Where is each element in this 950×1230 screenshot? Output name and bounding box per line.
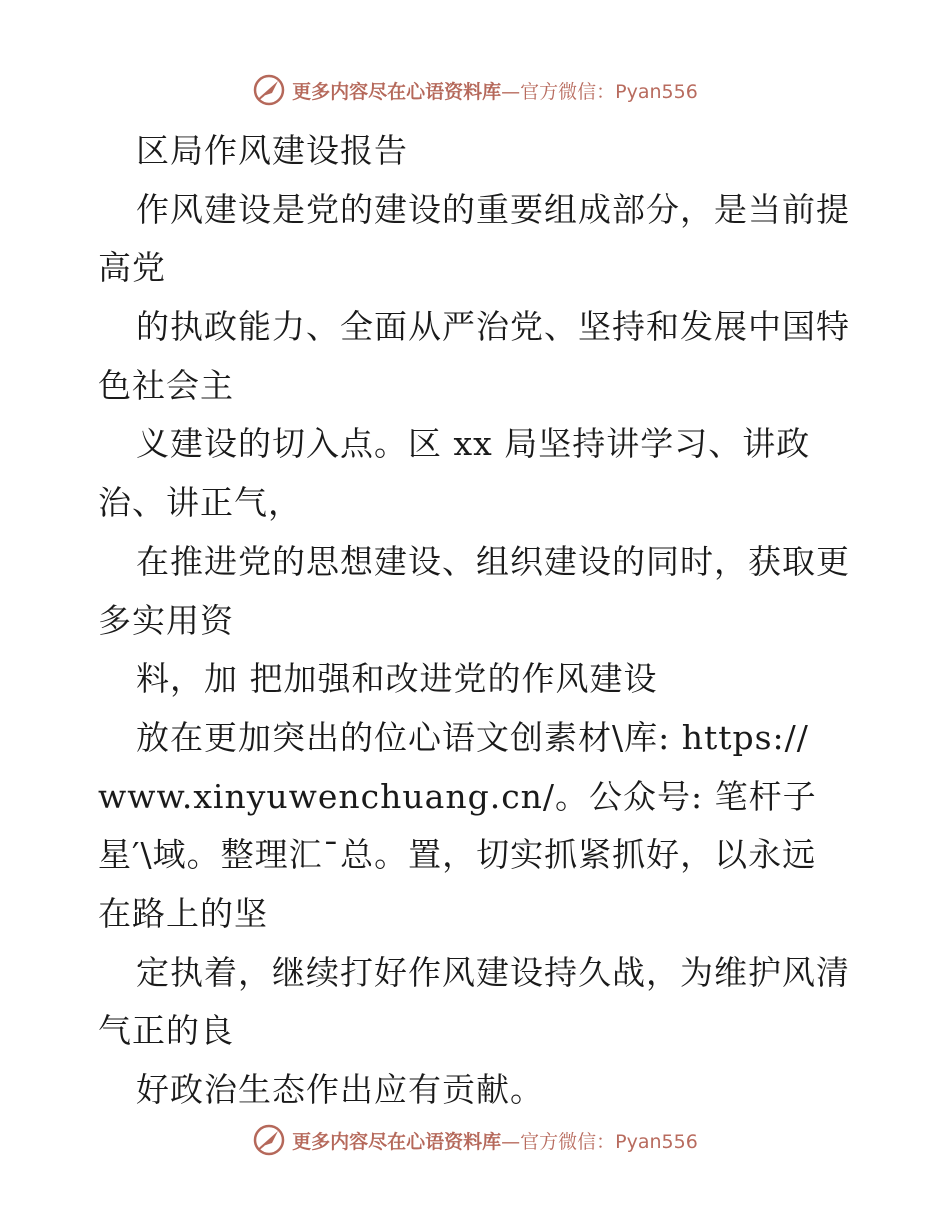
text-line: 高党 bbox=[98, 248, 166, 288]
document-title: 区局作风建设报告 bbox=[136, 131, 408, 170]
text-line: 定执着，继续打好作风建设持久战，为维护风清 bbox=[136, 952, 850, 992]
banner-main-text: 更多内容尽在心语资料库 bbox=[292, 80, 502, 103]
document-body bbox=[98, 122, 858, 1120]
text-line: 气正的良 bbox=[98, 1011, 234, 1051]
text-line: 的执政能力、全面从严治党、坚持和发展中国特 bbox=[136, 307, 850, 347]
text-line: 义建设的切入点。区 xx 局坚持讲学习、讲政 bbox=[136, 424, 811, 464]
text-line: 星′\域。整理汇¯总。置，切实抓紧抓好，以永远 bbox=[98, 835, 817, 875]
header-watermark-banner bbox=[0, 70, 950, 110]
text-line: 在路上的坚 bbox=[98, 893, 268, 933]
text-line: www.xinyuwenchuang.cn/。公众号: 笔杆子 bbox=[98, 776, 817, 816]
text-line: 多实用资 bbox=[98, 600, 234, 640]
text-line: 料，加 把加强和改进党的作风建设 bbox=[136, 659, 658, 699]
banner-sub-text: —官方微信：Pyan556 bbox=[501, 80, 698, 103]
text-line: 放在更加突出的位心语文创素材\库: https:// bbox=[136, 717, 809, 757]
footer-watermark-banner bbox=[0, 1120, 950, 1160]
text-line: 好政治生态作出应有贡献。 bbox=[136, 1070, 544, 1109]
banner-sub-text: —官方微信：Pyan556 bbox=[501, 1130, 698, 1153]
quill-logo-icon bbox=[252, 73, 286, 107]
text-line: 在推进党的思想建设、组织建设的同时，获取更 bbox=[136, 541, 850, 581]
banner-main-text: 更多内容尽在心语资料库 bbox=[292, 1130, 502, 1153]
text-line: 治、讲正气， bbox=[98, 483, 302, 523]
text-line: 作风建设是党的建设的重要组成部分，是当前提 bbox=[136, 189, 850, 229]
text-line: 色社会主 bbox=[98, 365, 234, 405]
quill-logo-icon bbox=[252, 1123, 286, 1157]
